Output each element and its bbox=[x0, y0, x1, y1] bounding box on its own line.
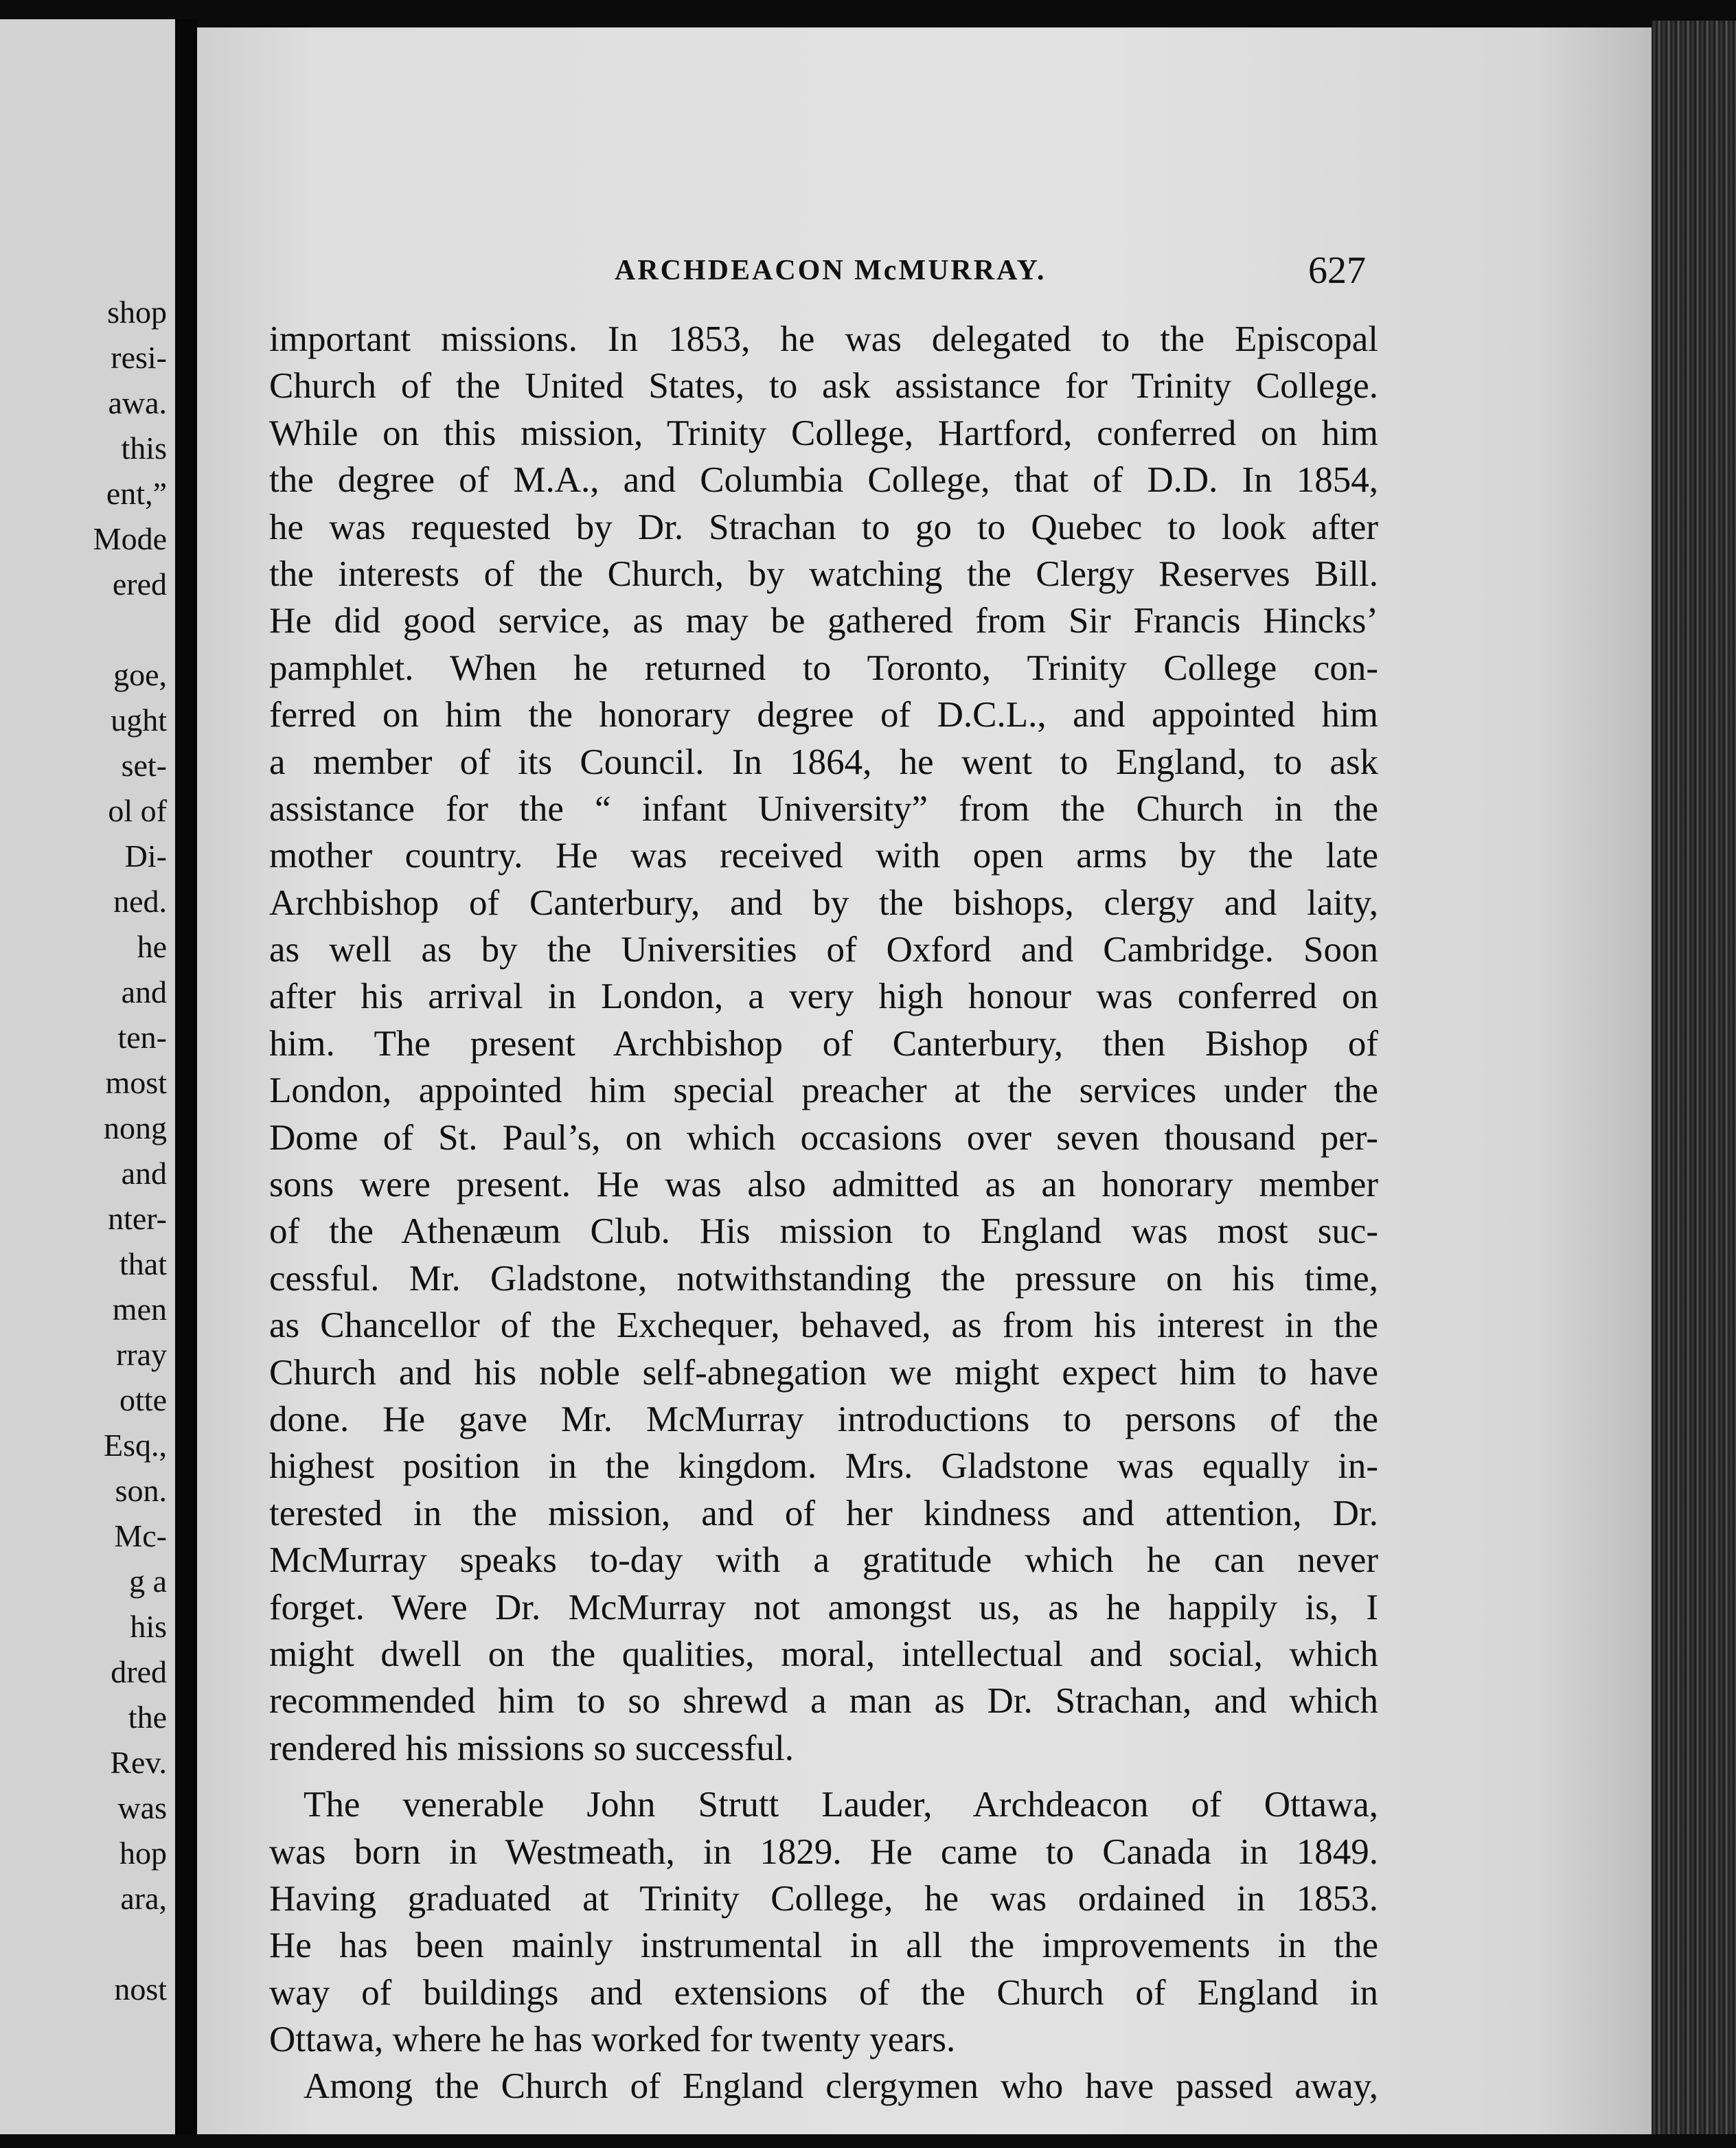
running-head bbox=[197, 233, 1652, 292]
facing-page-line: Esq., bbox=[104, 1428, 167, 1463]
text-line: rendered his missions so successful. bbox=[269, 1728, 794, 1768]
facing-page-line: ara, bbox=[120, 1881, 167, 1916]
facing-page-line: he bbox=[137, 929, 167, 964]
facing-page-line: g a bbox=[129, 1564, 167, 1599]
text-line: The venerable John Strutt Lauder, Archdeacon of Ottawa, bbox=[304, 1785, 1378, 1825]
text-line: Dome of St. Paul’s, on which occasions over seven thousand per- bbox=[269, 1117, 1378, 1158]
facing-page-line: ned. bbox=[113, 884, 167, 919]
facing-page-line: awa. bbox=[108, 385, 167, 420]
facing-page-line: and bbox=[121, 974, 167, 1009]
text-line: Church and his noble self-abnegation we might expect him to have bbox=[269, 1352, 1378, 1393]
facing-page-line: nter- bbox=[108, 1201, 167, 1236]
facing-page-fragment bbox=[0, 19, 175, 2134]
text-line: pamphlet. When he returned to Toronto, Trinity College con- bbox=[269, 648, 1378, 688]
text-line: McMurray speaks to-day with a gratitude which he can never bbox=[269, 1540, 1378, 1581]
facing-page-line: son. bbox=[115, 1473, 167, 1508]
page-edges bbox=[1652, 21, 1736, 2134]
text-line: the degree of M.A., and Columbia College, that of D.D. In 1854, bbox=[269, 460, 1378, 501]
facing-page-line: dred bbox=[111, 1654, 167, 1689]
text-line: was born in Westmeath, in 1829. He came to Canada in 1849. bbox=[269, 1831, 1378, 1872]
facing-page-line: most bbox=[105, 1065, 167, 1100]
running-title: ARCHDEACON McMURRAY. bbox=[615, 255, 1047, 286]
text-line: ferred on him the honorary degree of D.C.L., and appointed him bbox=[269, 695, 1378, 735]
text-line: important missions. In 1853, he was delegated to the Episcopal bbox=[269, 319, 1378, 359]
facing-page-line: that bbox=[119, 1246, 167, 1281]
text-line: Church of the United States, to ask assistance for Trinity College. bbox=[269, 366, 1378, 407]
facing-page-line: goe, bbox=[113, 657, 167, 692]
facing-page-line: shop bbox=[107, 295, 167, 330]
facing-page-line: this bbox=[121, 431, 167, 466]
paragraph-1 bbox=[269, 316, 1378, 1772]
text-line: Among the Church of England clergymen who have passed away, bbox=[304, 2066, 1378, 2107]
text-line: done. He gave Mr. McMurray introductions to persons of the bbox=[269, 1399, 1378, 1439]
paragraph-2 bbox=[269, 1781, 1378, 2063]
text-line: Having graduated at Trinity College, he was ordained in 1853. bbox=[269, 1878, 1378, 1919]
text-line: might dwell on the qualities, moral, intellectual and social, which bbox=[269, 1634, 1378, 1674]
page-number: 627 bbox=[1308, 249, 1366, 292]
text-line: Ottawa, where he has worked for twenty years. bbox=[269, 2020, 956, 2060]
text-line: as Chancellor of the Exchequer, behaved, as from his interest in the bbox=[269, 1305, 1378, 1346]
paragraph-gap bbox=[269, 1772, 1378, 1781]
facing-page-line: Rev. bbox=[110, 1745, 167, 1780]
text-line: While on this mission, Trinity College, Hartford, conferred on him bbox=[269, 413, 1378, 453]
text-line: London, appointed him special preacher at the services under the bbox=[269, 1071, 1378, 1111]
facing-page-line: his bbox=[130, 1609, 167, 1644]
facing-page-line: resi- bbox=[111, 340, 167, 375]
text-line: He has been mainly instrumental in all the improvements in the bbox=[269, 1926, 1378, 1966]
facing-page-line: and bbox=[121, 1156, 167, 1191]
facing-page-line: ol of bbox=[108, 793, 167, 828]
facing-page-line: ered bbox=[112, 567, 167, 602]
text-line: a member of its Council. In 1864, he went to England, to ask bbox=[269, 742, 1378, 782]
facing-page-line: was bbox=[117, 1790, 167, 1825]
text-line: He did good service, as may be gathered from Sir Francis Hincks’ bbox=[269, 601, 1378, 641]
facing-page-line: ught bbox=[111, 702, 167, 738]
book-gutter bbox=[175, 19, 197, 2134]
facing-page-line: otte bbox=[119, 1382, 167, 1417]
paragraph-3 bbox=[269, 2063, 1378, 2110]
text-line: assistance for the “ infant University” from the Church in the bbox=[269, 788, 1378, 829]
text-line: Archbishop of Canterbury, and by the bishops, clergy and laity, bbox=[269, 882, 1378, 923]
facing-page-line: ent,” bbox=[106, 476, 167, 511]
facing-page-line: nong bbox=[104, 1110, 167, 1145]
facing-page-line: Mc- bbox=[114, 1518, 167, 1553]
facing-page-line: Mode bbox=[93, 521, 167, 556]
text-line: highest position in the kingdom. Mrs. Gladstone was equally in- bbox=[269, 1446, 1378, 1487]
text-line: him. The present Archbishop of Canterbury, then Bishop of bbox=[269, 1023, 1378, 1064]
book-page bbox=[197, 27, 1652, 2134]
text-line: recommended him to so shrewd a man as Dr. Strachan, and which bbox=[269, 1681, 1378, 1722]
body-text bbox=[269, 316, 1378, 2110]
facing-page-line: set- bbox=[121, 748, 167, 783]
facing-page-line: nost bbox=[114, 1972, 167, 2007]
text-line: the interests of the Church, by watching the Clergy Reserves Bill. bbox=[269, 553, 1378, 594]
text-line: mother country. He was received with open arms by the late bbox=[269, 836, 1378, 876]
text-line: as well as by the Universities of Oxford and Cambridge. Soon bbox=[269, 930, 1378, 970]
facing-page-line: the bbox=[128, 1700, 167, 1735]
facing-page-line: rray bbox=[115, 1337, 167, 1372]
text-line: terested in the mission, and of her kindness and attention, Dr. bbox=[269, 1493, 1378, 1533]
facing-page-line: men bbox=[112, 1292, 167, 1327]
facing-page-line: Di- bbox=[124, 838, 167, 873]
text-line: forget. Were Dr. McMurray not amongst us, as he happily is, I bbox=[269, 1587, 1378, 1627]
facing-page-line: ten- bbox=[117, 1020, 167, 1055]
text-line: way of buildings and extensions of the Church of England in bbox=[269, 1972, 1378, 2013]
text-line: after his arrival in London, a very high honour was conferred on bbox=[269, 976, 1378, 1017]
text-line: of the Athenæum Club. His mission to England was most suc- bbox=[269, 1211, 1378, 1252]
text-line: sons were present. He was also admitted as an honorary member bbox=[269, 1165, 1378, 1205]
facing-page-line: hop bbox=[119, 1836, 167, 1871]
text-line: cessful. Mr. Gladstone, notwithstanding the pressure on his time, bbox=[269, 1258, 1378, 1299]
text-line: he was requested by Dr. Strachan to go to Quebec to look after bbox=[269, 507, 1378, 547]
